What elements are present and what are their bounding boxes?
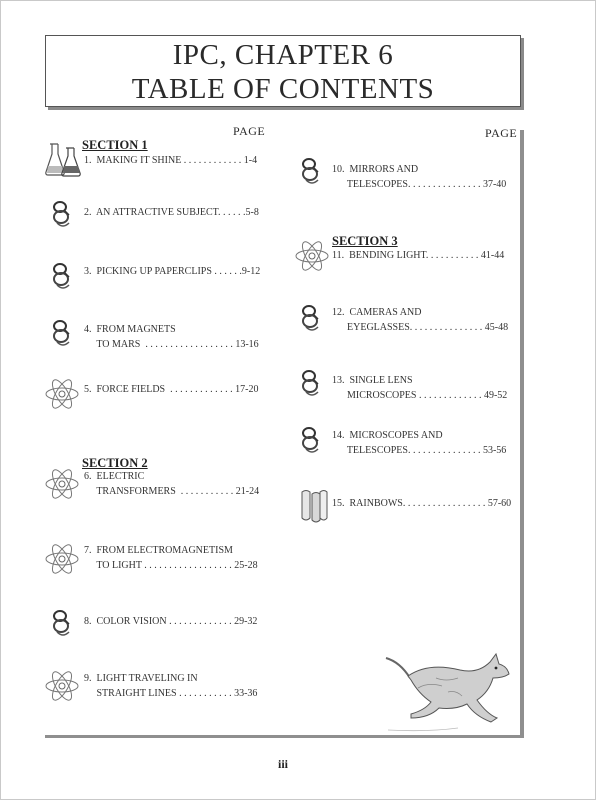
magnet-coil-icon — [51, 261, 73, 291]
frame-right-rule — [520, 130, 524, 736]
toc-entry-12: 12. CAMERAS AND EYEGLASSES. . . . . . . . . . . . . . . 45-48 — [332, 307, 509, 333]
toc-entry-7: 7. FROM ELECTROMAGNETISM TO LIGHT . . . . . . . . . . . . . . . . . . 25-28 — [84, 545, 258, 571]
toc-entry-15: 15. RAINBOWS. . . . . . . . . . . . . . . . . 57-60 — [332, 498, 512, 509]
toc-entry-10: 10. MIRRORS AND TELESCOPES. . . . . . . . . . . . . . . 37-40 — [332, 164, 507, 190]
section-3-heading: SECTION 3 — [332, 234, 398, 248]
atom-icon — [294, 238, 330, 274]
toc-entry-8: 8. COLOR VISION . . . . . . . . . . . . . 29-32 — [84, 616, 258, 627]
magnet-coil-icon — [51, 318, 73, 348]
toc-entry-6: 6. ELECTRIC TRANSFORMERS . . . . . . . . . . . 21-24 — [84, 471, 260, 497]
toc-entry-5: 5. FORCE FIELDS . . . . . . . . . . . . . 17-20 — [84, 384, 259, 395]
beakers-icon — [44, 140, 82, 178]
magnet-coil-icon — [51, 199, 73, 229]
toc-entry-11: 11. BENDING LIGHT. . . . . . . . . . . 41-44 — [332, 250, 505, 261]
magnet-coil-icon — [300, 303, 322, 333]
atom-icon — [44, 376, 80, 412]
magnet-coil-icon — [300, 156, 322, 186]
toc-entry-1: 1. MAKING IT SHINE . . . . . . . . . . . . 1-4 — [84, 155, 258, 166]
toc-title: TABLE OF CONTENTS — [131, 73, 435, 105]
toc-entry-9: 9. LIGHT TRAVELING IN STRAIGHT LINES . . . . . . . . . . . 33-36 — [84, 673, 258, 699]
scroll-icon — [298, 488, 330, 526]
atom-icon — [44, 668, 80, 704]
toc-entry-3: 3. PICKING UP PAPERCLIPS . . . . . .9-12 — [84, 266, 261, 277]
magnet-coil-icon — [51, 608, 73, 638]
chapter-title: IPC, CHAPTER 6 — [172, 39, 394, 71]
atom-icon — [44, 541, 80, 577]
toc-entry-14: 14. MICROSCOPES AND TELESCOPES. . . . . . . . . . . . . . . 53-56 — [332, 430, 507, 456]
toc-entry-13: 13. SINGLE LENS MICROSCOPES . . . . . . . . . . . . . 49-52 — [332, 375, 508, 401]
running-dog-illustration — [378, 648, 518, 736]
page-number: iii — [278, 757, 289, 771]
toc-entry-4: 4. FROM MAGNETS TO MARS . . . . . . . . . . . . . . . . . . 13-16 — [84, 324, 259, 350]
toc-entry-2: 2. AN ATTRACTIVE SUBJECT. . . . . .5-8 — [84, 207, 259, 218]
section-2-heading: SECTION 2 — [82, 456, 148, 470]
magnet-coil-icon — [300, 368, 322, 398]
title-box — [45, 35, 521, 107]
section-1-heading: SECTION 1 — [82, 138, 148, 152]
left-page-column-label: PAGE — [233, 124, 266, 138]
atom-icon — [44, 466, 80, 502]
right-page-column-label: PAGE — [485, 126, 518, 140]
magnet-coil-icon — [300, 425, 322, 455]
